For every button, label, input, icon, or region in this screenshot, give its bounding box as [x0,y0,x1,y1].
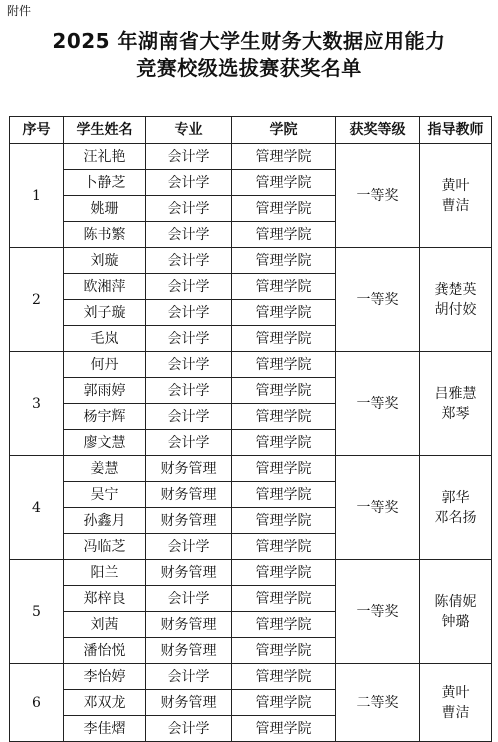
advisor-name: 曹洁 [441,197,470,214]
group-number-cell: 5 [10,560,64,664]
advisor-cell [420,248,492,352]
student-name-cell: 汪礼艳 [64,144,146,170]
college-cell: 管理学院 [232,560,336,586]
award-level-cell: 一等奖 [336,248,420,352]
college-cell: 管理学院 [232,482,336,508]
major-cell: 会计学 [146,222,232,248]
header-no: 序号 [10,117,64,144]
student-name-cell: 刘子璇 [64,300,146,326]
major-cell: 财务管理 [146,560,232,586]
student-name-cell: 欧湘萍 [64,274,146,300]
student-name-cell: 廖文慧 [64,430,146,456]
college-cell: 管理学院 [232,456,336,482]
major-cell: 财务管理 [146,508,232,534]
table-header-row [10,117,492,144]
college-cell: 管理学院 [232,612,336,638]
major-cell: 财务管理 [146,638,232,664]
header-major: 专业 [146,117,232,144]
major-cell: 会计学 [146,326,232,352]
advisor-name: 吕雅慧 [434,385,477,402]
major-cell: 会计学 [146,274,232,300]
student-name-cell: 李佳熠 [64,716,146,742]
table-row [10,664,492,690]
college-cell: 管理学院 [232,664,336,690]
advisor-name: 龚楚英 [434,281,477,298]
award-level-cell: 一等奖 [336,456,420,560]
college-cell: 管理学院 [232,534,336,560]
student-name-cell: 刘茜 [64,612,146,638]
group-number-cell: 1 [10,144,64,248]
college-cell: 管理学院 [232,586,336,612]
major-cell: 会计学 [146,716,232,742]
college-cell: 管理学院 [232,378,336,404]
major-cell: 财务管理 [146,690,232,716]
student-name-cell: 姚珊 [64,196,146,222]
student-name-cell: 邓双龙 [64,690,146,716]
major-cell: 会计学 [146,430,232,456]
college-cell: 管理学院 [232,638,336,664]
student-name-cell: 刘璇 [64,248,146,274]
advisor-cell [420,144,492,248]
advisor-cell [420,456,492,560]
document-title-line-1: 2025 年湖南省大学生财务大数据应用能力 [52,29,446,53]
college-cell: 管理学院 [232,404,336,430]
table-row [10,352,492,378]
award-level-cell: 一等奖 [336,352,420,456]
college-cell: 管理学院 [232,352,336,378]
major-cell: 财务管理 [146,482,232,508]
student-name-cell: 杨宇辉 [64,404,146,430]
table-row [10,144,492,170]
student-name-cell: 吴宁 [64,482,146,508]
major-cell: 会计学 [146,248,232,274]
major-cell: 会计学 [146,170,232,196]
advisor-name: 郭华 [441,489,470,506]
major-cell: 会计学 [146,586,232,612]
major-cell: 会计学 [146,196,232,222]
header-student-name: 学生姓名 [64,117,146,144]
advisor-name: 郑琴 [441,405,470,422]
major-cell: 会计学 [146,534,232,560]
college-cell: 管理学院 [232,716,336,742]
student-name-cell: 陈书繁 [64,222,146,248]
college-cell: 管理学院 [232,300,336,326]
group-number-cell: 6 [10,664,64,742]
student-name-cell: 郭雨婷 [64,378,146,404]
advisor-name: 曹洁 [441,704,470,721]
student-name-cell: 阳兰 [64,560,146,586]
major-cell: 会计学 [146,300,232,326]
advisor-name: 邓名扬 [434,509,477,526]
advisor-name: 胡付姣 [434,301,477,318]
college-cell: 管理学院 [232,144,336,170]
college-cell: 管理学院 [232,508,336,534]
group-number-cell: 2 [10,248,64,352]
student-name-cell: 潘怡悦 [64,638,146,664]
student-name-cell: 何丹 [64,352,146,378]
advisor-name: 黄叶 [441,177,470,194]
major-cell: 会计学 [146,404,232,430]
group-number-cell: 4 [10,456,64,560]
advisor-cell [420,560,492,664]
major-cell: 会计学 [146,664,232,690]
advisor-cell [420,352,492,456]
award-list-table [9,116,492,742]
document-title-line-2: 竞赛校级选拔赛获奖名单 [136,56,362,80]
table-row [10,248,492,274]
college-cell: 管理学院 [232,274,336,300]
college-cell: 管理学院 [232,248,336,274]
advisor-name: 钟璐 [441,613,470,630]
major-cell: 会计学 [146,144,232,170]
student-name-cell: 郑梓良 [64,586,146,612]
college-cell: 管理学院 [232,430,336,456]
advisor-cell [420,664,492,742]
award-level-cell: 二等奖 [336,664,420,742]
advisor-name: 黄叶 [441,684,470,701]
major-cell: 会计学 [146,352,232,378]
header-award-level: 获奖等级 [336,117,420,144]
award-level-cell: 一等奖 [336,144,420,248]
student-name-cell: 卜静芝 [64,170,146,196]
table-row [10,560,492,586]
header-college: 学院 [232,117,336,144]
student-name-cell: 孙鑫月 [64,508,146,534]
student-name-cell: 冯临芝 [64,534,146,560]
table-body [10,144,492,742]
college-cell: 管理学院 [232,170,336,196]
college-cell: 管理学院 [232,196,336,222]
student-name-cell: 毛岚 [64,326,146,352]
attachment-label: 附件 [7,4,32,18]
major-cell: 财务管理 [146,612,232,638]
group-number-cell: 3 [10,352,64,456]
college-cell: 管理学院 [232,326,336,352]
award-level-cell: 一等奖 [336,560,420,664]
major-cell: 会计学 [146,378,232,404]
college-cell: 管理学院 [232,222,336,248]
major-cell: 财务管理 [146,456,232,482]
advisor-name: 陈倩妮 [434,593,477,610]
student-name-cell: 姜慧 [64,456,146,482]
header-advisor: 指导教师 [420,117,492,144]
college-cell: 管理学院 [232,690,336,716]
table-row [10,456,492,482]
student-name-cell: 李怡婷 [64,664,146,690]
